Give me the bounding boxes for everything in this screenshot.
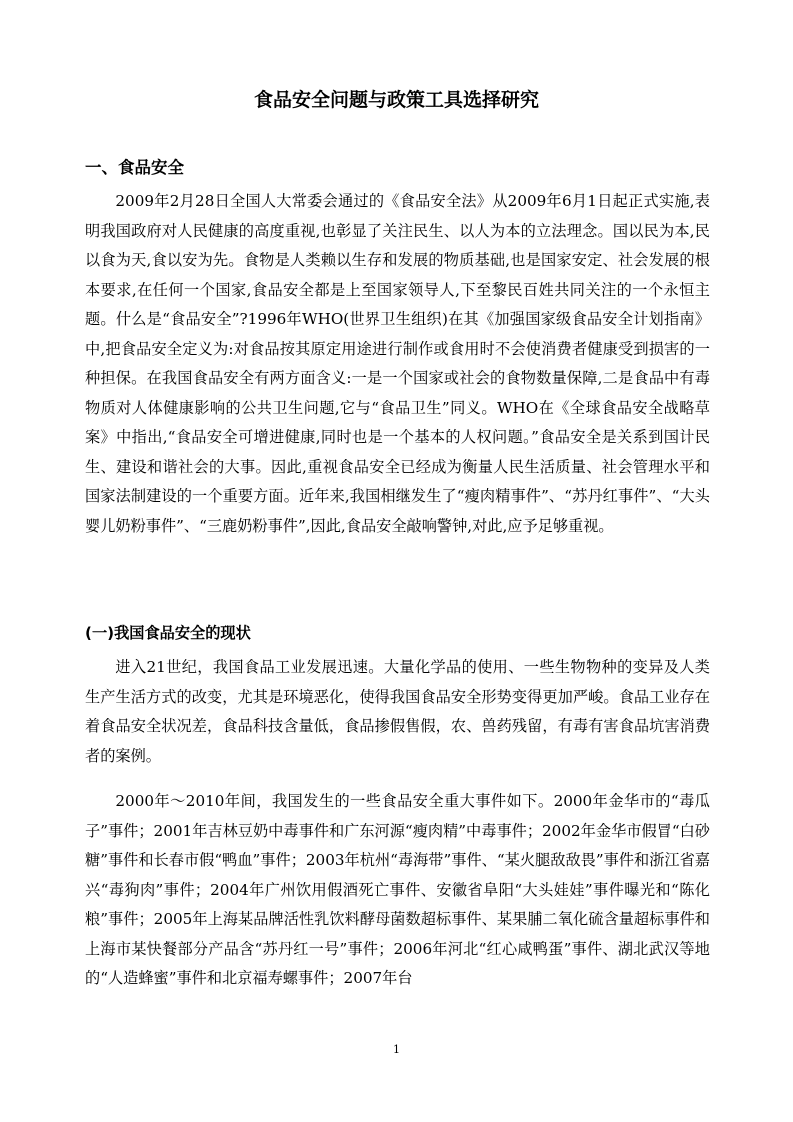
document-title: 食品安全问题与政策工具选择研究 <box>253 89 539 111</box>
paragraph-current-status: 进入21世纪，我国食品工业发展迅速。大量化学品的使用、一些生物物种的变异及人类生产生活方式的改变，尤其是环境恶化，使得我国食品安全形势变得更加严峻。食品工业存在着食品安全状况差，食品科技含量低，食品掺假售假，农、兽药残留，有毒有害食品坑害消费者的案例。 <box>85 658 710 765</box>
section-heading-food-safety: 一、食品安全 <box>85 158 184 177</box>
paragraph-major-incidents: 2000年～2010年间，我国发生的一些食品安全重大事件如下。2000年金华市的“毒瓜子”事件；2001年吉林豆奶中毒事件和广东河源“瘦肉精”中毒事件；2002年金华市假冒“白砂糖”事件和长春市假“鸭血”事件；2003年杭州“毒海带”事件、“某火腿敌敌畏”事件和浙江省嘉兴“毒狗肉”事件；2004年广州饮用假酒死亡事件、安徽省阜阳“大头娃娃”事件曝光和“陈化粮”事件；2005年上海某品牌活性乳饮料酵母菌数超标事件、某果脯二氧化硫含量超标事件和上海市某快餐部分产品含“苏丹红一号”事件；2006年河北“红心咸鸭蛋”事件、湖北武汉等地的“人造蜂蜜”事件和北京福寿螺事件；2007年台 <box>85 792 710 987</box>
page-number: 1 <box>393 1043 400 1056</box>
subsection-heading-current-status: (一)我国食品安全的现状 <box>85 624 251 642</box>
paragraph-food-safety-definition: 2009年2月28日全国人大常委会通过的《食品安全法》从2009年6月1日起正式实施,表明我国政府对人民健康的高度重视,也彰显了关注民生、以人为本的立法理念。国以民为本,民以食为天,食以安为先。食物是人类赖以生存和发展的物质基础,也是国家安定、社会发展的根本要求,在任何一个国家,食品安全都是上至国家领导人,下至黎民百姓共同关注的一个永恒主题。什么是“食品安全”?1996年WHO(世界卫生组织)在其《加强国家级食品安全计划指南》中,把食品安全定义为:对食品按其原定用途进行制作或食用时不会使消费者健康受到损害的一种担保。在我国食品安全有两方面含义:一是一个国家或社会的食物数量保障,二是食品中有毒物质对人体健康影响的公共卫生问题,它与“食品卫生”同义。WHO在《全球食品安全战略草案》中指出,“食品安全可增进健康,同时也是一个基本的人权问题。”食品安全是关系到国计民生、建设和谐社会的大事。因此,重视食品安全已经成为衡量人民生活质量、社会管理水平和国家法制建设的一个重要方面。近年来,我国相继发生了“瘦肉精事件”、“苏丹红事件”、“大头婴儿奶粉事件”、“三鹿奶粉事件”,因此,食品安全敲响警钟,对此,应予足够重视。 <box>85 192 710 535</box>
